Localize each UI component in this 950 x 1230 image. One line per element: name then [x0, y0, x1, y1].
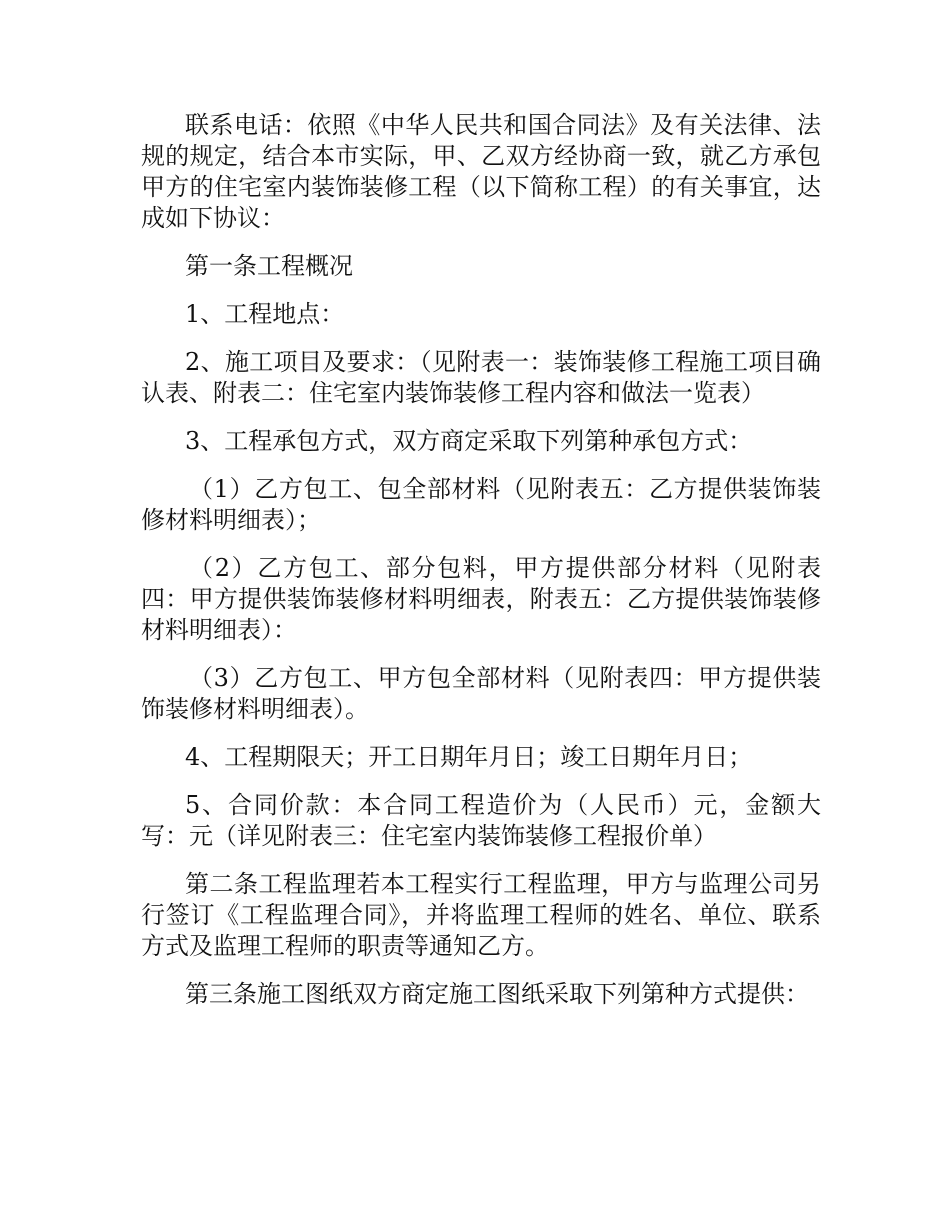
paragraph-contract-method: 3、工程承包方式，双方商定采取下列第种承包方式： — [185, 427, 753, 455]
paragraph-article-2-supervision: 第二条工程监理若本工程实行工程监理，甲方与监理公司另行签订《工程监理合同》，并将监理工程师的姓名、单位、联系方式及监理工程师的职责等通知乙方。 — [141, 870, 821, 960]
paragraph-project-duration: 4、工程期限天；开工日期年月日；竣工日期年月日； — [185, 743, 753, 771]
paragraph-article-3-drawings: 第三条施工图纸双方商定施工图纸采取下列第种方式提供： — [185, 980, 809, 1008]
paragraph-preamble: 联系电话：依照《中华人民共和国合同法》及有关法律、法规的规定，结合本市实际，甲、乙双方经协商一致，就乙方承包甲方的住宅室内装饰装修工程（以下简称工程）的有关事宜，达成如下协议： — [141, 111, 821, 232]
paragraph-contract-price: 5、合同价款：本合同工程造价为（人民币）元，金额大写：元（详见附表三：住宅室内装饰装修工程报价单） — [141, 791, 821, 850]
paragraph-method-option-3: （3）乙方包工、甲方包全部材料（见附表四：甲方提供装饰装修材料明细表）。 — [141, 664, 821, 723]
paragraph-construction-items: 2、施工项目及要求：（见附表一：装饰装修工程施工项目确认表、附表二：住宅室内装饰装修工程内容和做法一览表） — [141, 348, 821, 407]
paragraph-method-option-1: （1）乙方包工、包全部材料（见附表五：乙方提供装饰装修材料明细表）； — [141, 475, 821, 534]
paragraph-project-location: 1、工程地点： — [185, 300, 345, 328]
paragraph-article-1-heading: 第一条工程概况 — [185, 252, 353, 280]
document-body — [141, 110, 821, 1027]
paragraph-method-option-2: （2）乙方包工、部分包料，甲方提供部分材料（见附表四：甲方提供装饰装修材料明细表，附表五：乙方提供装饰装修材料明细表）： — [141, 554, 821, 644]
